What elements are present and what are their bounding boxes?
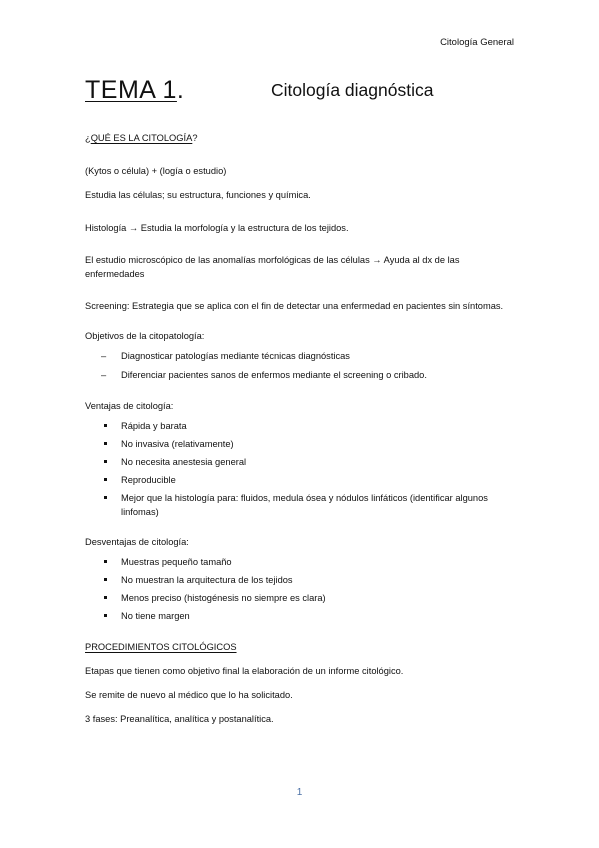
list-item [85,491,517,519]
list-item-text: No necesita anestesia general [121,457,247,467]
list-item [85,437,517,451]
disadvantages-heading: Desventajas de citología: [85,537,189,547]
list-item [85,555,517,569]
list-item-text: Muestras pequeño tamaño [121,557,232,567]
list-item [85,419,517,433]
advantages-list [85,419,517,519]
list-item [85,473,517,487]
screening-text: Screening: Estrategia que se aplica con el fin de detectar una enfermedad en pacientes sin síntomas. [85,301,504,311]
advantages-heading: Ventajas de citología: [85,401,174,411]
dash-marker [101,349,113,363]
definition-text: Estudia las células; su estructura, funciones y química. [85,190,311,200]
objectives-list [85,349,517,382]
histology-text: Histología → Estudia la morfología y la estructura de los tejidos. [85,223,349,233]
procedures-line-1: Etapas que tienen como objetivo final la elaboración de un informe citológico. [85,666,404,676]
etymology-text: (Kytos o célula) + (logía o estudio) [85,166,227,176]
heading-text: QUÉ ES LA CITOLOGÍA [90,133,193,143]
section-heading-citologia [85,131,517,145]
running-header: Citología General [440,37,514,48]
list-item-text: Menos preciso (histogénesis no siempre es clara) [121,593,326,603]
procedures-heading [85,640,517,654]
heading-prefix: ¿ [85,133,91,143]
list-item-text: Rápida y barata [121,421,187,431]
page-number: 1 [296,787,303,798]
document-body [85,131,517,726]
objectives-heading: Objetivos de la citopatología: [85,331,205,341]
title-row [85,76,525,106]
list-item [85,349,517,363]
tema-number: TEMA 1 [85,76,177,104]
list-item [85,573,517,587]
list-item-text: Diferenciar pacientes sanos de enfermos mediante el screening o cribado. [121,370,427,380]
procedures-line-2: Se remite de nuevo al médico que lo ha solicitado. [85,690,293,700]
page-subtitle: Citología diagnóstica [271,80,434,100]
procedures-heading-text: PROCEDIMIENTOS CITOLÓGICOS [85,642,237,652]
heading-suffix: ? [192,133,198,143]
list-item-text: No muestran la arquitectura de los tejidos [121,575,293,585]
list-item-text: Reproducible [121,475,176,485]
list-item-text: Mejor que la histología para: fluidos, medula ósea y nódulos linfáticos (identificar algunos linfomas) [121,493,488,517]
list-item [85,368,517,382]
list-item [85,609,517,623]
list-item-text: No invasiva (relativamente) [121,439,234,449]
list-item [85,591,517,605]
list-item-text: No tiene margen [121,611,190,621]
dash-marker [101,368,113,382]
procedures-line-3: 3 fases: Preanalítica, analítica y postanalítica. [85,714,274,724]
tema-dot: . [176,76,185,104]
page-title [85,76,184,105]
list-item-text: Diagnosticar patologías mediante técnicas diagnósticas [121,351,350,361]
microscopic-text: El estudio microscópico de las anomalías morfológicas de las células → Ayuda al dx de las enfermedades [85,255,460,279]
list-item [85,455,517,469]
disadvantages-list [85,555,517,623]
